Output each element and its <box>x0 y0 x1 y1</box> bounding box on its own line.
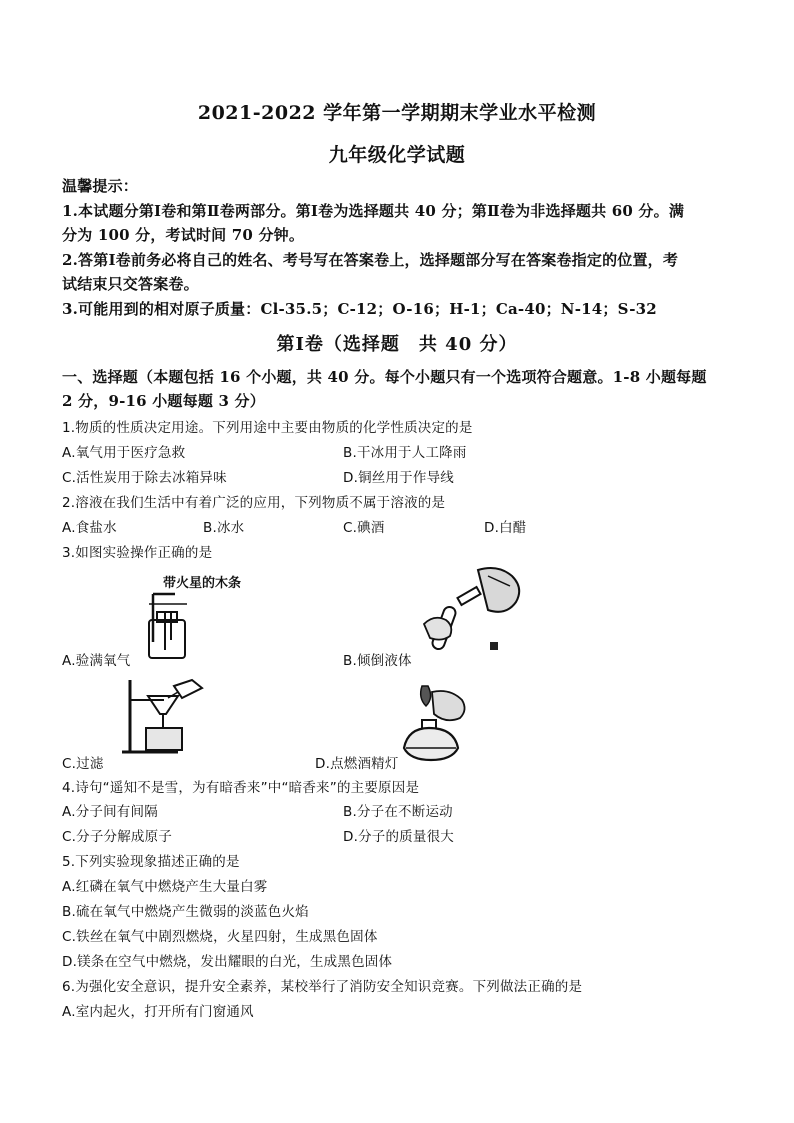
q3-stem: 3.如图实验操作正确的是 <box>62 545 213 561</box>
q2-option-a: A.食盐水 <box>62 520 117 536</box>
tip-2-line-b: 试结束只交答案卷。 <box>62 275 199 293</box>
tip-1-line-b: 分为 100 分，考试时间 70 分钟。 <box>62 226 305 244</box>
q3-option-a: A.验满氧气 <box>62 653 131 669</box>
q1-option-c: C.活性炭用于除去冰箱异味 <box>62 470 227 486</box>
tips-heading: 温馨提示： <box>62 177 139 195</box>
q5-option-a: A.红磷在氧气中燃烧产生大量白雾 <box>62 879 268 895</box>
q3-option-c: C.过滤 <box>62 756 104 772</box>
q3-figure-label: 带火星的木条 <box>163 576 242 591</box>
filtration-figure <box>118 678 208 756</box>
oxygen-bottle-figure <box>135 590 195 662</box>
q2-option-c: C.碘酒 <box>343 520 385 536</box>
q6-option-a: A.室内起火，打开所有门窗通风 <box>62 1004 254 1020</box>
q4-option-c: C.分子分解成原子 <box>62 829 173 845</box>
q3-option-b: B.倾倒液体 <box>343 653 412 669</box>
q5-option-c: C.铁丝在氧气中剧烈燃烧，火星四射，生成黑色固体 <box>62 929 378 945</box>
q6-stem: 6.为强化安全意识，提升安全素养，某校举行了消防安全知识竞赛。下列做法正确的是 <box>62 979 583 995</box>
section-intro-a: 一、选择题（本题包括 16 个小题，共 40 分。每个小题只有一个选项符合题意。1-8 小题每题 <box>62 368 707 386</box>
pouring-liquid-figure <box>418 562 538 662</box>
q4-option-b: B.分子在不断运动 <box>343 804 453 820</box>
q4-stem: 4.诗句“遥知不是雪，为有暗香来”中“暗香来”的主要原因是 <box>62 780 420 796</box>
q5-option-b: B.硫在氧气中燃烧产生微弱的淡蓝色火焰 <box>62 904 309 920</box>
q3-option-d: D.点燃酒精灯 <box>315 756 399 772</box>
exam-title: 2021-2022 学年第一学期期末学业水平检测 <box>197 102 597 124</box>
q1-stem: 1.物质的性质决定用途。下列用途中主要由物质的化学性质决定的是 <box>62 420 473 436</box>
q2-stem: 2.溶液在我们生活中有着广泛的应用，下列物质不属于溶液的是 <box>62 495 446 511</box>
tip-2-line-a: 2.答第Ⅰ卷前务必将自己的姓名、考号写在答案卷上，选择题部分写在答案卷指定的位置，考 <box>62 251 679 269</box>
q1-option-a: A.氧气用于医疗急救 <box>62 445 186 461</box>
section-title: 第Ⅰ卷（选择题 共 40 分） <box>276 334 518 355</box>
q1-option-b: B.干冰用于人工降雨 <box>343 445 467 461</box>
q4-option-a: A.分子间有间隔 <box>62 804 158 820</box>
q5-option-d: D.镁条在空气中燃烧，发出耀眼的白光，生成黑色固体 <box>62 954 393 970</box>
tip-3: 3.可能用到的相对原子质量：Cl-35.5；C-12；O-16；H-1；Ca-40；N-14；S-32 <box>62 300 657 318</box>
q5-stem: 5.下列实验现象描述正确的是 <box>62 854 240 870</box>
exam-subtitle: 九年级化学试题 <box>328 144 466 166</box>
q1-option-d: D.铜丝用于作导线 <box>343 470 454 486</box>
section-intro-b: 2 分，9-16 小题每题 3 分） <box>62 392 265 410</box>
q4-option-d: D.分子的质量很大 <box>343 829 454 845</box>
alcohol-lamp-figure <box>392 682 482 764</box>
q2-option-b: B.冰水 <box>203 520 245 536</box>
q2-option-d: D.白醋 <box>484 520 527 536</box>
tip-1-line-a: 1.本试题分第Ⅰ卷和第Ⅱ卷两部分。第Ⅰ卷为选择题共 40 分；第Ⅱ卷为非选择题共 60 分。满 <box>62 202 685 220</box>
